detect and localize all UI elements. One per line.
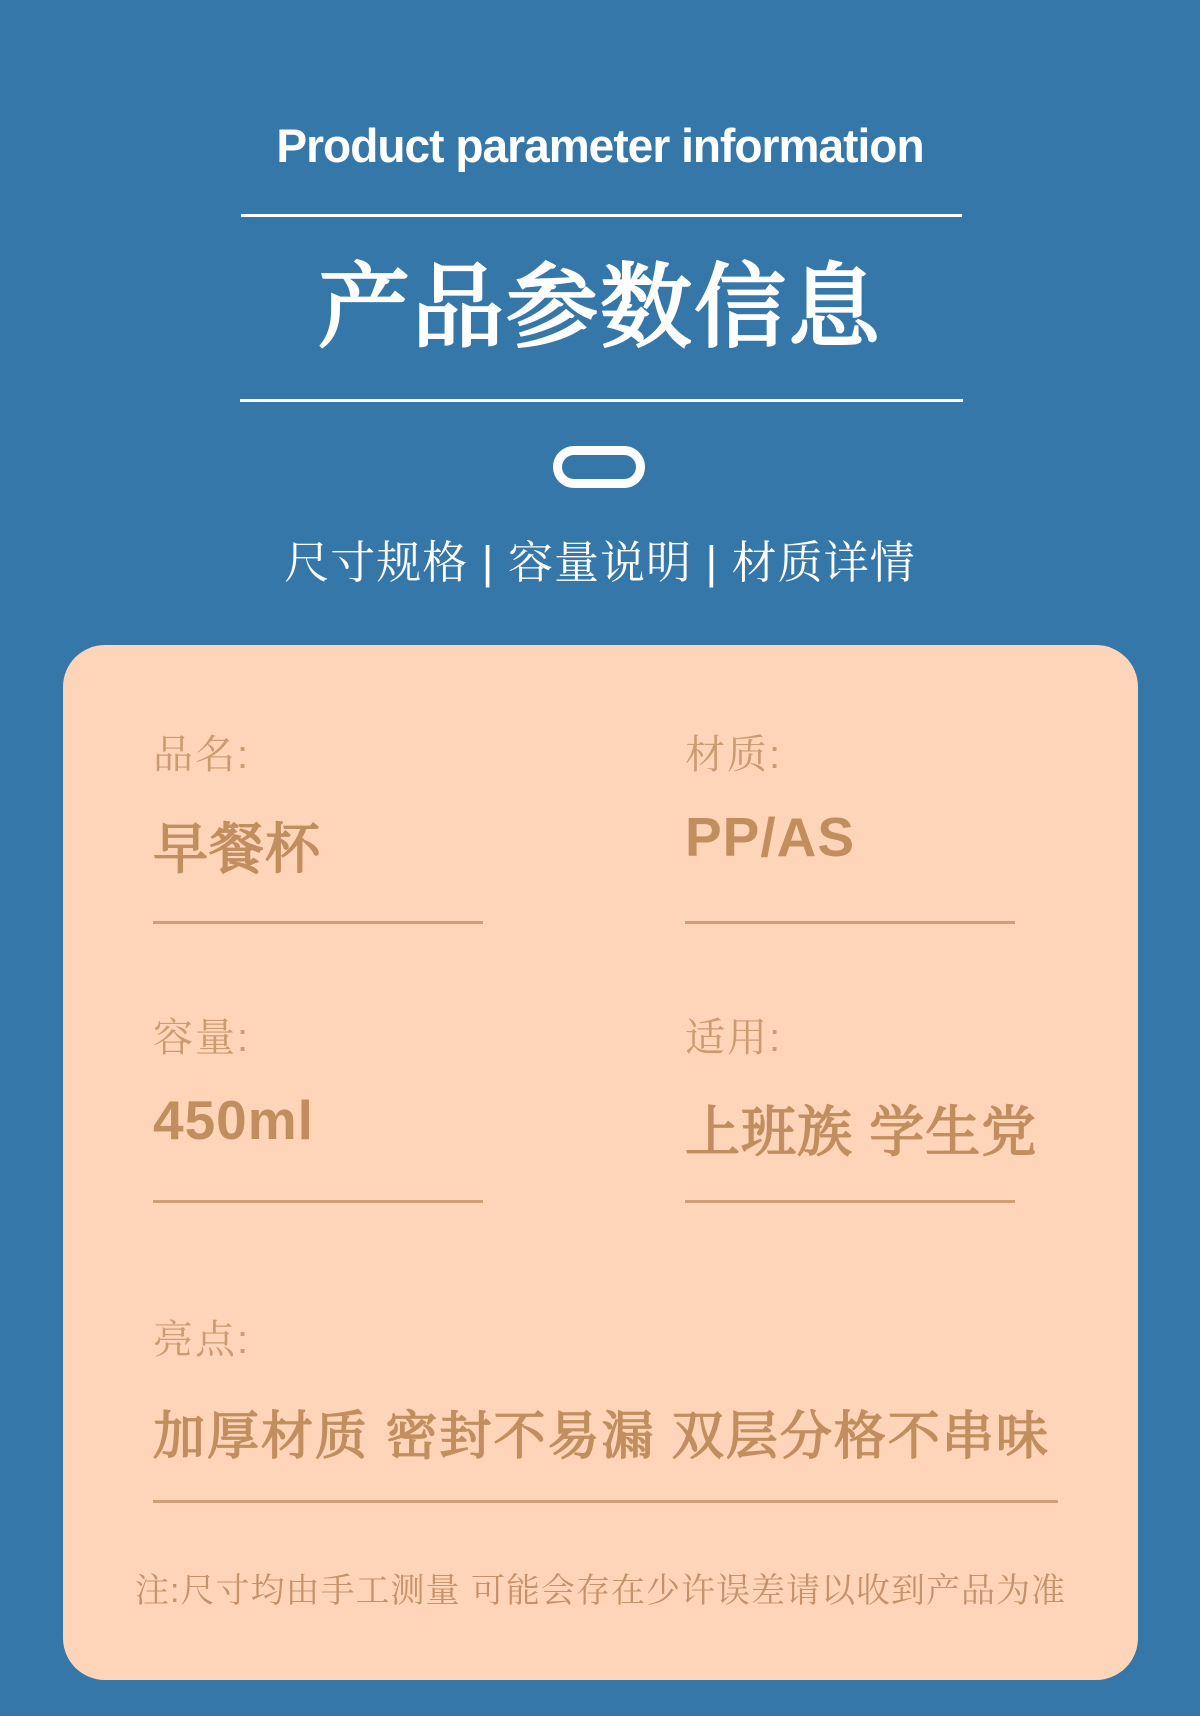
parameter-card: [63, 645, 1138, 1680]
field-label-highlights: 亮点:: [153, 1318, 251, 1362]
divider-under-english-title: [241, 214, 962, 217]
divider-under-chinese-title: [240, 399, 963, 402]
field-value-suitable-for: 上班族 学生党: [685, 1101, 1038, 1163]
page-subtitle: 尺寸规格 | 容量说明 | 材质详情: [284, 537, 916, 588]
field-value-product-name: 早餐杯: [153, 818, 322, 880]
field-value-capacity: 450ml: [153, 1089, 314, 1151]
page-title-chinese: 产品参数信息: [317, 257, 882, 359]
field-label-suitable-for: 适用:: [685, 1016, 783, 1060]
measurement-note: 注:尺寸均由手工测量 可能会存在少许误差请以收到产品为准: [135, 1572, 1066, 1610]
field-divider: [685, 921, 1015, 924]
field-label-material: 材质:: [685, 733, 783, 777]
field-value-highlights: 加厚材质 密封不易漏 双层分格不串味: [153, 1408, 1050, 1466]
field-divider: [153, 921, 483, 924]
field-divider: [153, 1500, 1058, 1503]
pill-ornament: [553, 446, 645, 488]
field-label-product-name: 品名:: [153, 733, 251, 777]
field-divider: [153, 1200, 483, 1203]
field-value-material: PP/AS: [685, 806, 856, 868]
page-title-english: Product parameter information: [276, 119, 924, 172]
field-label-capacity: 容量:: [153, 1016, 251, 1060]
field-divider: [685, 1200, 1015, 1203]
